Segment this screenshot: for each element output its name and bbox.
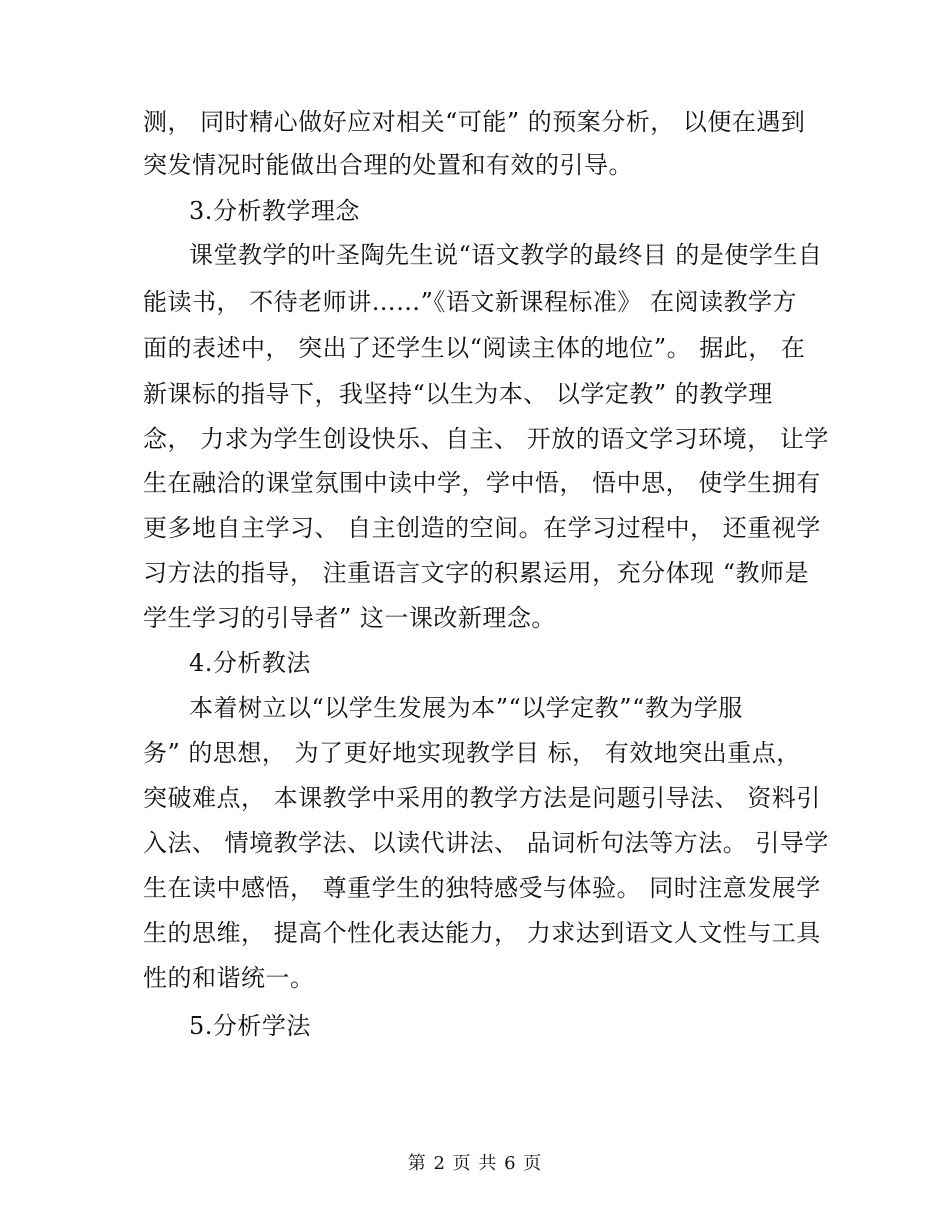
page-footer: 第 2 页 共 6 页 — [407, 1153, 543, 1174]
section-heading: 3.分析教学理念 — [189, 197, 360, 225]
text-line: 突发情况时能做出合理的处置和有效的引导。 — [143, 151, 633, 179]
text-line: 突破难点， 本课教学中采用的教学方法是问题引导法、 资料引 — [143, 784, 821, 812]
text-line: 测， 同时精心做好应对相关“可能” 的预案分析， 以便在遇到 — [143, 108, 806, 136]
text-line: 性的和谐统一。 — [143, 964, 315, 992]
text-line: 面的表述中， 突出了还学生以“阅读主体的地位”。 据此， 在 — [143, 334, 806, 362]
text-line: 课堂教学的叶圣陶先生说“语文教学的最终目 的是使学生自 — [189, 241, 823, 269]
text-line: 入法、 情境教学法、以读代讲法、 品词析句法等方法。 引导学 — [143, 829, 829, 857]
text-line: 生的思维， 提高个性化表达能力， 力求达到语文人文性与工具 — [143, 919, 821, 947]
text-line: 本着树立以“以学生发展为本”“以学定教”“教为学服 — [189, 694, 743, 722]
text-line: 学生学习的引导者” 这一课改新理念。 — [143, 604, 556, 632]
section-heading: 4.分析教法 — [189, 649, 311, 677]
text-line: 生在融洽的课堂氛围中读中学，学中悟， 悟中思， 使学生拥有 — [143, 469, 821, 497]
text-line: 能读书， 不待老师讲……”《语文新课程标准》 在阅读教学方 — [143, 288, 798, 316]
text-line: 新课标的指导下，我坚持“以生为本、 以学定教” 的教学理 — [143, 380, 773, 408]
text-line: 习方法的指导， 注重语言文字的积累运用，充分体现 “教师是 — [143, 559, 810, 587]
text-line: 念， 力求为学生创设快乐、自主、 开放的语文学习环境， 让学 — [143, 425, 829, 453]
section-heading: 5.分析学法 — [189, 1012, 311, 1040]
text-line: 更多地自主学习、 自主创造的空间。在学习过程中， 还重视学 — [143, 514, 821, 542]
text-line: 务” 的思想， 为了更好地实现教学目 标， 有效地突出重点， — [143, 739, 801, 767]
text-line: 生在读中感悟， 尊重学生的独特感受与体验。 同时注意发展学 — [143, 874, 821, 902]
